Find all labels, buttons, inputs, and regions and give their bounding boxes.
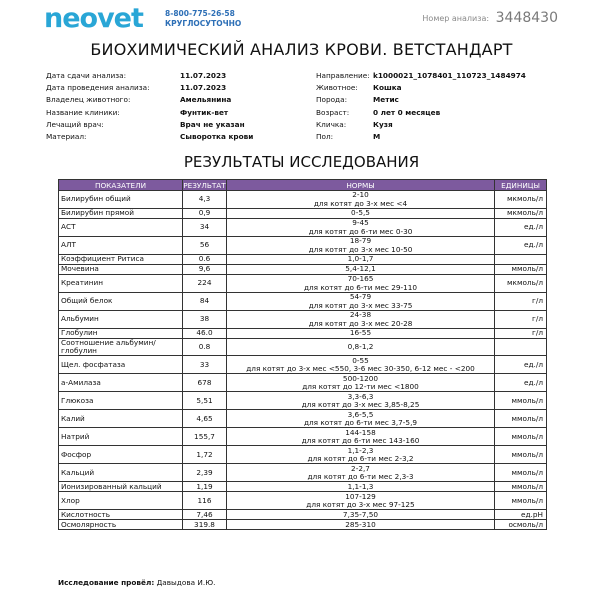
info-value: Сыворотка крови	[180, 131, 254, 141]
table-row	[59, 237, 547, 255]
info-label: Название клиники:	[46, 107, 120, 117]
row-unit: ммоль/л	[495, 410, 547, 428]
info-label: Дата проведения анализа:	[46, 83, 150, 93]
row-parameter: Коэффициент Ритиса	[59, 255, 183, 265]
results-title: РЕЗУЛЬТАТЫ ИССЛЕДОВАНИЯ	[183, 153, 420, 171]
row-norm	[227, 446, 495, 464]
norm-main: 24-38	[349, 310, 372, 320]
info-label: Животное:	[316, 83, 358, 93]
row-result: 319.8	[183, 520, 227, 530]
analysis-number-label: Номер анализа:	[422, 14, 490, 23]
row-parameter: Глюкоза	[59, 392, 183, 410]
row-norm	[227, 275, 495, 293]
info-label: Порода:	[316, 95, 348, 105]
info-value: М	[373, 131, 381, 141]
row-norm	[227, 520, 495, 530]
info-row	[46, 132, 566, 144]
info-label: Направление:	[316, 71, 370, 80]
row-unit: ммоль/л	[495, 492, 547, 510]
table-row	[59, 311, 547, 329]
norm-kitten: для котят до 3-х мес 10-50	[308, 244, 413, 254]
table-row	[59, 209, 547, 219]
row-unit: ед./л	[495, 237, 547, 255]
norm-kitten: для котят до 3-х мес 3,85-8,25	[301, 399, 420, 409]
norm-kitten: для котят до 3-х мес <550, 3-6 мес 30-350, 6-12 мес - <200	[246, 363, 475, 373]
analysis-number-block	[422, 10, 558, 26]
footer-label: Исследование провёл:	[58, 578, 155, 587]
table-row	[59, 482, 547, 492]
table-row	[59, 392, 547, 410]
row-unit: мкмоль/л	[495, 275, 547, 293]
info-value: Фунтик-вет	[180, 107, 229, 117]
row-norm	[227, 219, 495, 237]
info-label: Лечащий врач:	[46, 119, 104, 129]
norm-kitten: для котят до 3-х мес 97-125	[306, 499, 415, 509]
header-unit: ЕДИНИЦЫ	[495, 180, 547, 191]
row-result: 46.0	[183, 329, 227, 339]
row-parameter: Общий белок	[59, 293, 183, 311]
row-result: 38	[183, 311, 227, 329]
row-result: 84	[183, 293, 227, 311]
norm-main: 16-55	[349, 328, 372, 338]
norm-main: 0-55	[352, 355, 369, 365]
table-row	[59, 356, 547, 374]
row-result: 224	[183, 275, 227, 293]
row-result: 34	[183, 219, 227, 237]
norm-main: 54-79	[349, 292, 372, 302]
norm-main: 3,6-5,5	[347, 409, 374, 419]
row-result: 1,72	[183, 446, 227, 464]
results-table	[58, 179, 547, 530]
row-norm	[227, 410, 495, 428]
info-value: 11.07.2023	[180, 83, 227, 93]
table-row	[59, 428, 547, 446]
row-unit: ед./л	[495, 374, 547, 392]
norm-kitten: для котят до 6-ти мес 143-160	[301, 435, 420, 445]
table-row	[59, 492, 547, 510]
table-header-row	[59, 180, 547, 191]
info-label: Кличка:	[316, 119, 347, 129]
row-unit: г/л	[495, 293, 547, 311]
hours-label: КРУГЛОСУТОЧНО	[165, 19, 242, 28]
row-unit: мкмоль/л	[495, 191, 547, 209]
table-row	[59, 464, 547, 482]
row-norm	[227, 339, 495, 356]
row-result: 0.8	[183, 339, 227, 356]
row-norm	[227, 255, 495, 265]
footer-value: Давыдова И.Ю.	[156, 578, 216, 587]
info-value: Кузя	[373, 119, 393, 129]
norm-main: 70-165	[347, 274, 374, 284]
row-norm	[227, 265, 495, 275]
row-result: 0.6	[183, 255, 227, 265]
row-unit	[495, 339, 547, 356]
norm-main: 3,3-6,3	[347, 391, 374, 401]
table-row	[59, 219, 547, 237]
row-parameter: Натрий	[59, 428, 183, 446]
row-unit: ммоль/л	[495, 265, 547, 275]
footer	[58, 578, 215, 587]
row-result: 2,39	[183, 464, 227, 482]
row-result: 678	[183, 374, 227, 392]
row-unit: ед./л	[495, 219, 547, 237]
info-value: Метис	[373, 95, 399, 105]
row-unit: мкмоль/л	[495, 209, 547, 219]
info-row	[46, 83, 566, 95]
row-unit: ммоль/л	[495, 446, 547, 464]
norm-kitten: для котят до 3-х мес 33-75	[308, 300, 413, 310]
row-result: 155,7	[183, 428, 227, 446]
row-parameter: Креатинин	[59, 275, 183, 293]
row-result: 4,3	[183, 191, 227, 209]
table-row	[59, 520, 547, 530]
info-value: k1000021_1078401_110723_1484974	[373, 71, 526, 80]
row-result: 4,65	[183, 410, 227, 428]
table-row	[59, 510, 547, 520]
row-parameter: Фосфор	[59, 446, 183, 464]
info-label: Возраст:	[316, 107, 350, 117]
info-label: Дата сдачи анализа:	[46, 71, 127, 80]
row-result: 7,46	[183, 510, 227, 520]
info-label: Владелец животного:	[46, 95, 131, 105]
table-row	[59, 191, 547, 209]
row-norm	[227, 374, 495, 392]
neovet-logo	[44, 4, 144, 38]
row-unit	[495, 255, 547, 265]
norm-kitten: для котят до 6-ти мес 29-110	[303, 282, 418, 292]
row-unit: г/л	[495, 311, 547, 329]
row-unit: г/л	[495, 329, 547, 339]
row-norm	[227, 392, 495, 410]
norm-kitten: для котят до 6-ти мес 3,7-5,9	[303, 417, 418, 427]
norm-main: 2-2,7	[351, 463, 370, 473]
row-parameter: а-Амилаза	[59, 374, 183, 392]
row-parameter: Билирубин прямой	[59, 209, 183, 219]
contact-block	[165, 9, 241, 29]
analysis-number: 3448430	[495, 10, 558, 26]
norm-main: 5,4-12,1	[345, 264, 376, 274]
info-row	[46, 95, 566, 107]
table-row	[59, 374, 547, 392]
row-parameter: Соотношение альбумин/глобулин	[59, 339, 183, 356]
table-row	[59, 275, 547, 293]
norm-kitten: для котят до 6-ти мес 2-3,2	[307, 453, 414, 463]
info-label: Материал:	[46, 131, 87, 141]
row-result: 1,19	[183, 482, 227, 492]
info-value: Амельянина	[180, 95, 232, 105]
norm-main: 1,1-1,3	[347, 481, 374, 491]
table-row	[59, 293, 547, 311]
norm-main: 2-10	[352, 190, 369, 200]
norm-main: 9-45	[352, 218, 369, 228]
row-result: 116	[183, 492, 227, 510]
results-body	[59, 191, 547, 530]
row-unit: ммоль/л	[495, 482, 547, 492]
row-unit: ед.pH	[495, 510, 547, 520]
row-norm	[227, 191, 495, 209]
table-row	[59, 446, 547, 464]
norm-kitten: для котят до 3-х мес 20-28	[308, 318, 413, 328]
row-parameter: Глобулин	[59, 329, 183, 339]
info-label: Пол:	[316, 131, 334, 141]
row-norm	[227, 356, 495, 374]
row-parameter: Кислотность	[59, 510, 183, 520]
table-row	[59, 339, 547, 356]
table-row	[59, 410, 547, 428]
row-parameter: АСТ	[59, 219, 183, 237]
page-title: БИОХИМИЧЕСКИЙ АНАЛИЗ КРОВИ. ВЕТСТАНДАРТ	[90, 40, 513, 59]
row-unit: ммоль/л	[495, 464, 547, 482]
row-norm	[227, 428, 495, 446]
row-result: 0,9	[183, 209, 227, 219]
norm-main: 7,35-7,50	[342, 509, 379, 519]
row-norm	[227, 329, 495, 339]
logo-text: neovet	[44, 3, 143, 34]
row-norm	[227, 237, 495, 255]
row-norm	[227, 311, 495, 329]
row-result: 5,51	[183, 392, 227, 410]
row-unit: осмоль/л	[495, 520, 547, 530]
info-value: Кошка	[373, 83, 402, 93]
row-unit: ед./л	[495, 356, 547, 374]
header-norm: НОРМЫ	[227, 180, 495, 191]
header-result: РЕЗУЛЬТАТ	[183, 180, 226, 190]
row-result: 9,6	[183, 265, 227, 275]
norm-main: 1,1-2,3	[347, 445, 374, 455]
norm-kitten: для котят до 6-ти мес 2,3-3	[307, 471, 414, 481]
info-row	[46, 108, 566, 120]
header-parameter: ПОКАЗАТЕЛИ	[59, 180, 183, 191]
norm-main: 0-5,5	[351, 208, 370, 218]
norm-kitten: для котят до 3-х мес <4	[313, 198, 408, 208]
row-norm	[227, 209, 495, 219]
info-value: 0 лет 0 месяцев	[373, 107, 441, 117]
row-unit: ммоль/л	[495, 428, 547, 446]
row-parameter: Ионизированный кальций	[59, 482, 183, 492]
row-norm	[227, 464, 495, 482]
info-value: Врач не указан	[180, 119, 245, 129]
row-parameter: Альбумин	[59, 311, 183, 329]
row-parameter: Осмолярность	[59, 520, 183, 530]
norm-main: 18-79	[349, 236, 372, 246]
info-value: 11.07.2023	[180, 71, 227, 80]
norm-main: 285-310	[345, 519, 376, 529]
norm-main: 144-158	[345, 427, 376, 437]
row-parameter: Щел. фосфатаза	[59, 356, 183, 374]
norm-kitten: для котят до 12-ти мес <1800	[302, 381, 419, 391]
patient-info	[46, 71, 566, 144]
row-result: 56	[183, 237, 227, 255]
row-unit: ммоль/л	[495, 392, 547, 410]
norm-main: 1,0-1,7	[347, 254, 374, 264]
row-parameter: Мочевина	[59, 265, 183, 275]
row-parameter: Хлор	[59, 492, 183, 510]
table-row	[59, 265, 547, 275]
row-norm	[227, 510, 495, 520]
norm-main: 0,8-1,2	[347, 342, 374, 352]
row-norm	[227, 482, 495, 492]
norm-main: 107-129	[345, 491, 376, 501]
norm-kitten: для котят до 6-ти мес 0-30	[308, 226, 413, 236]
phone-number[interactable]: 8-800-775-26-58	[165, 9, 235, 18]
info-row	[46, 120, 566, 132]
table-row	[59, 255, 547, 265]
row-result: 33	[183, 356, 227, 374]
row-norm	[227, 492, 495, 510]
table-row	[59, 329, 547, 339]
info-row	[46, 71, 566, 83]
row-parameter: Кальций	[59, 464, 183, 482]
row-parameter: АЛТ	[59, 237, 183, 255]
row-norm	[227, 293, 495, 311]
norm-main: 500-1200	[342, 373, 379, 383]
row-parameter: Калий	[59, 410, 183, 428]
row-parameter: Билирубин общий	[59, 191, 183, 209]
